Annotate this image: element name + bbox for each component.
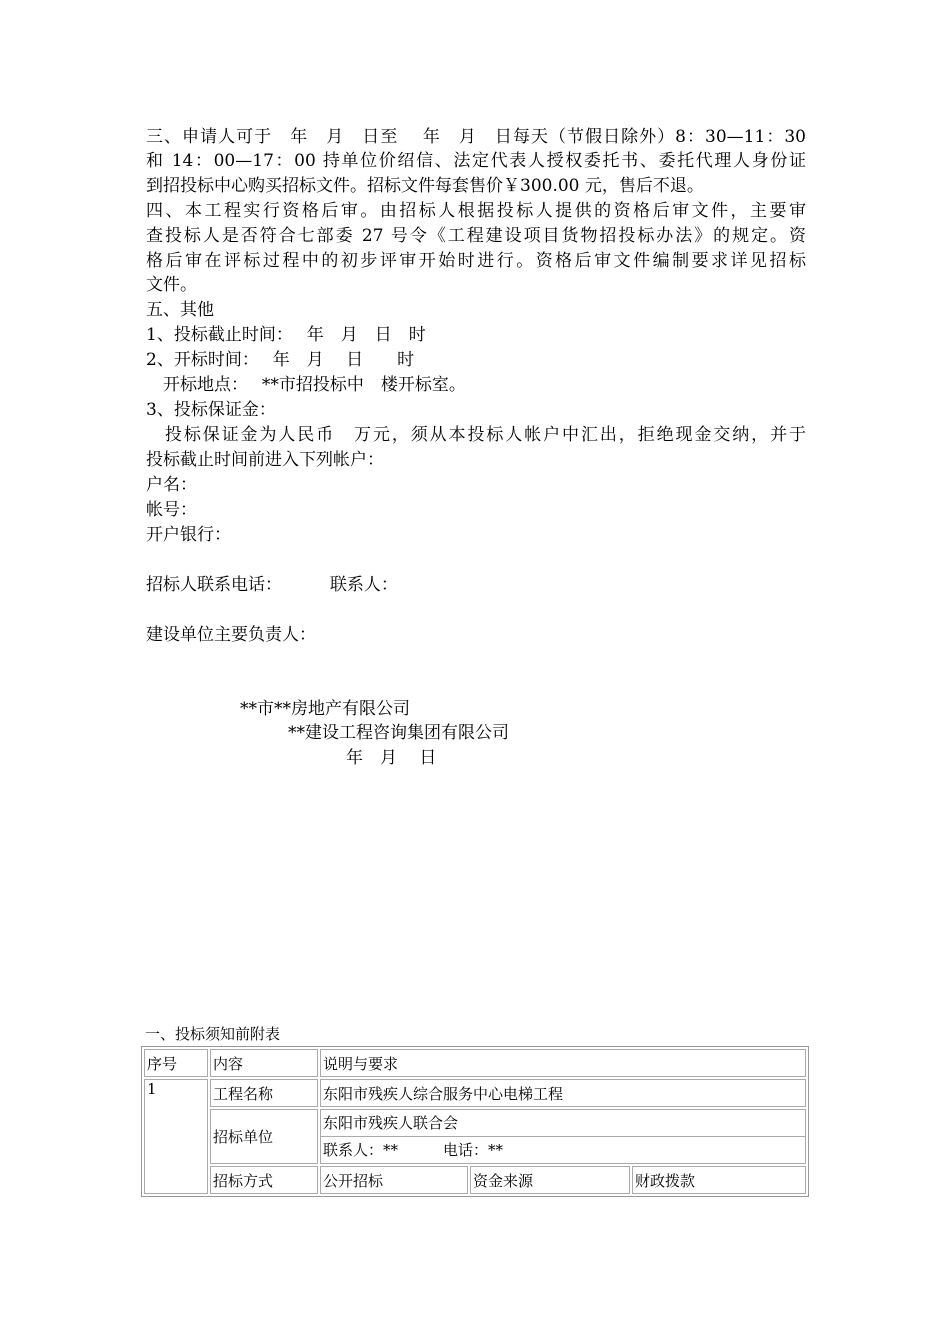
section-5-title: 五、其他 <box>146 300 214 320</box>
paragraph-3-line-2: 和 14：00—17：00 持单位价绍信、法定代表人授权委托书、委托代理人身份证 <box>146 151 806 171</box>
account-number: 帐号： <box>146 500 197 520</box>
tenderer-contact: 联系人：** 电话：** <box>321 1136 805 1163</box>
deposit-line-1: 投标保证金为人民币 万元，须从本投标人帐户中汇出，拒绝现金交纳，并于 <box>146 425 806 445</box>
tenderer-label: 招标单位 <box>210 1109 318 1164</box>
signature-date: 年 月 日 <box>346 748 437 768</box>
table-row <box>144 1109 806 1164</box>
item-deadline: 1、投标截止时间： 年 月 日 时 <box>146 325 426 345</box>
method-value: 公开招标 <box>320 1166 468 1194</box>
paragraph-4-line-2: 查投标人是否符合七部委 27 号令《工程建设项目货物招投标办法》的规定。资 <box>146 226 806 246</box>
account-name: 户名： <box>146 475 197 495</box>
fund-label: 资金来源 <box>470 1166 630 1194</box>
tenderer-value: 东阳市残疾人联合会 <box>323 1114 459 1132</box>
bank-name: 开户银行： <box>146 525 231 545</box>
item-opening-time: 2、开标时间： 年 月 日 时 <box>146 350 415 370</box>
paragraph-4-line-3: 格后审在评标过程中的初步评审开始时进行。资格后审文件编制要求详见招标 <box>146 251 806 271</box>
signature-consultant: **建设工程咨询集团有限公司 <box>288 723 509 743</box>
signature-company: **市**房地产有限公司 <box>240 699 410 719</box>
header-content: 内容 <box>210 1049 318 1077</box>
owner-head-line: 建设单位主要负责人： <box>146 625 316 645</box>
project-name-value: 东阳市残疾人综合服务中心电梯工程 <box>320 1079 806 1107</box>
table-row <box>144 1079 806 1107</box>
annex-title: 一、投标须知前附表 <box>145 1025 281 1043</box>
table-row <box>144 1166 806 1194</box>
paragraph-4-line-1: 四、本工程实行资格后审。由招标人根据投标人提供的资格后审文件，主要审 <box>146 201 806 221</box>
paragraph-3-line-1: 三、申请人可于 年 月 日至 年 月 日每天（节假日除外）8：30—11：30 <box>146 127 806 147</box>
method-label: 招标方式 <box>210 1166 318 1194</box>
project-name-label: 工程名称 <box>210 1079 318 1107</box>
item-deposit: 3、投标保证金： <box>146 400 276 420</box>
header-requirements: 说明与要求 <box>320 1049 806 1077</box>
item-opening-place: 开标地点： **市招投标中 楼开标室。 <box>146 375 466 395</box>
deposit-line-2: 投标截止时间前进入下列帐户： <box>146 450 384 470</box>
table-header-row <box>144 1049 806 1077</box>
annex-table <box>141 1046 809 1197</box>
header-no: 序号 <box>144 1049 208 1077</box>
row-number: 1 <box>144 1079 208 1194</box>
tenderer-cell <box>320 1109 806 1164</box>
paragraph-4-line-4: 文件。 <box>146 275 197 295</box>
paragraph-3-line-3: 到招投标中心购买招标文件。招标文件每套售价￥300.00 元，售后不退。 <box>146 176 704 196</box>
contact-line: 招标人联系电话： 联系人： <box>146 575 398 595</box>
fund-value: 财政拨款 <box>632 1166 806 1194</box>
